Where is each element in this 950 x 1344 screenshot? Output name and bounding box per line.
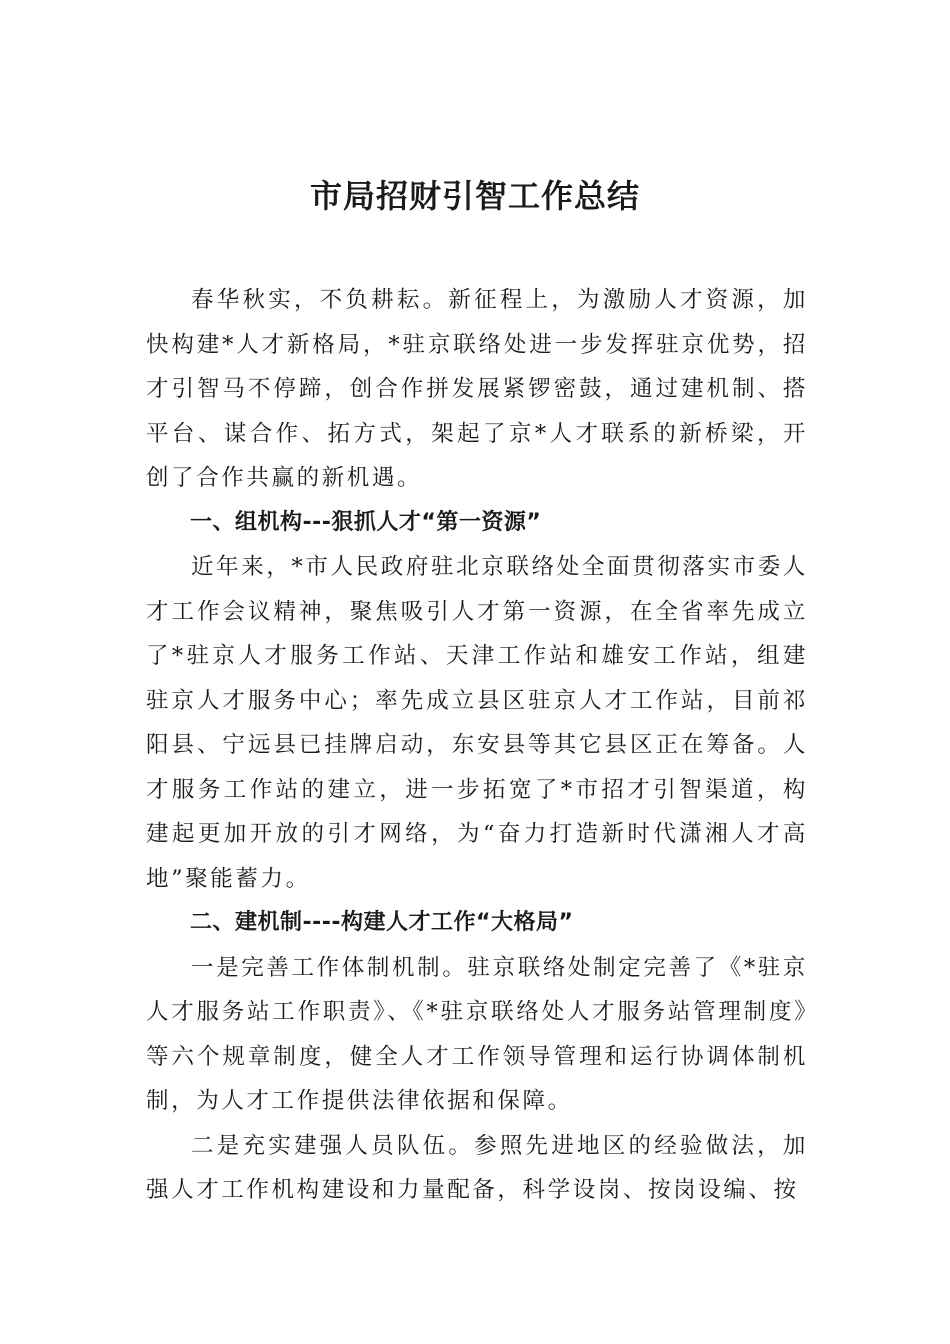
document-body [146, 278, 808, 1213]
document-title: 市局招财引智工作总结 [309, 177, 640, 215]
section-2-paragraph-1: 一是完善工作体制机制。驻京联络处制定完善了《*驻京人才服务站工作职责》、《*驻京联络处人才服务站管理制度》等六个规章制度，健全人才工作领导管理和运行协调体制机制，为人才工作提供法律依据和保障。 [146, 954, 808, 1114]
section-heading-1: 一、组机构---狠抓人才“第一资源” [190, 509, 542, 535]
section-1-paragraph-1: 近年来，*市人民政府驻北京联络处全面贯彻落实市委人才工作会议精神，聚焦吸引人才第一资源，在全省率先成立了*驻京人才服务工作站、天津工作站和雄安工作站，组建驻京人才服务中心；率先成立县区驻京人才工作站，目前祁阳县、宁远县已挂牌启动，东安县等其它县区正在筹备。人才服务工作站的建立，进一步拓宽了*市招才引智渠道，构建起更加开放的引才网络，为“奋力打造新时代潇湘人才高地”聚能蓄力。 [146, 554, 808, 892]
section-heading-2: 二、建机制----构建人才工作“大格局” [190, 910, 574, 935]
section-2-paragraph-2: 二是充实建强人员队伍。参照先进地区的经验做法，加强人才工作机构建设和力量配备，科学设岗、按岗设编、按 [146, 1132, 808, 1203]
intro-paragraph: 春华秋实，不负耕耘。新征程上，为激励人才资源，加快构建*人才新格局，*驻京联络处进一步发挥驻京优势，招才引智马不停蹄，创合作拼发展紧锣密鼓，通过建机制、搭平台、谋合作、拓方式，架起了京*人才联系的新桥梁，开创了合作共赢的新机遇。 [146, 287, 808, 491]
